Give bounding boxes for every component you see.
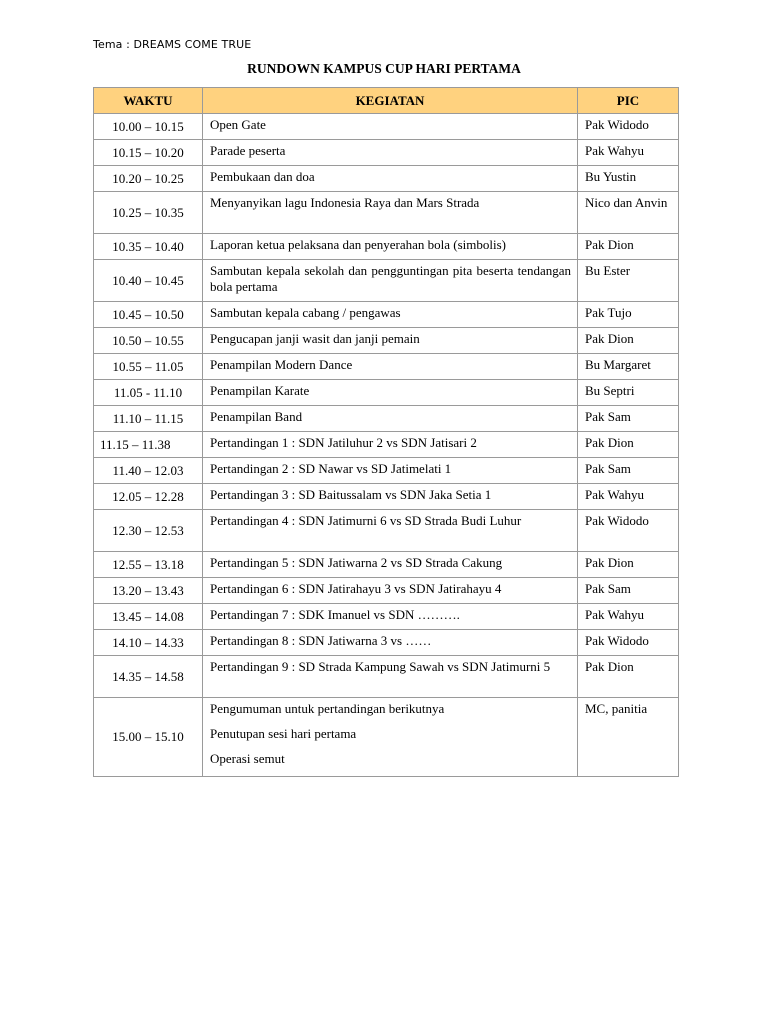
waktu-cell: 11.15 – 11.38 [94, 432, 203, 458]
kegiatan-cell [203, 578, 578, 604]
table-row [94, 192, 679, 234]
waktu-cell: 11.10 – 11.15 [94, 406, 203, 432]
kegiatan-text: Pertandingan 8 : SDN Jatiwarna 3 vs …… [210, 633, 432, 648]
waktu-cell: 11.40 – 12.03 [94, 458, 203, 484]
kegiatan-cell [203, 510, 578, 552]
table-row [94, 510, 679, 552]
pic-cell: Bu Septri [578, 380, 679, 406]
pic-cell: Bu Ester [578, 260, 679, 302]
kegiatan-text: Open Gate [210, 117, 266, 132]
pic-cell: Pak Wahyu [578, 140, 679, 166]
kegiatan-cell [203, 192, 578, 234]
header-pic: PIC [578, 88, 679, 114]
kegiatan-text: Pertandingan 1 : SDN Jatiluhur 2 vs SDN Jatisari 2 [210, 435, 477, 450]
table-row [94, 406, 679, 432]
header-kegiatan: KEGIATAN [203, 88, 578, 114]
pic-cell: Pak Wahyu [578, 604, 679, 630]
waktu-cell: 10.25 – 10.35 [94, 192, 203, 234]
kegiatan-text: Pembukaan dan doa [210, 169, 315, 184]
kegiatan-cell [203, 406, 578, 432]
kegiatan-text: Penampilan Band [210, 409, 303, 424]
pic-cell: MC, panitia [578, 698, 679, 777]
kegiatan-text: Pertandingan 5 : SDN Jatiwarna 2 vs SD Strada Cakung [210, 555, 503, 570]
pic-cell: Pak Sam [578, 406, 679, 432]
pic-cell: Bu Yustin [578, 166, 679, 192]
table-row [94, 552, 679, 578]
kegiatan-text: Pertandingan 4 : SDN Jatimurni 6 vs SD Strada Budi Luhur [210, 513, 522, 528]
pic-cell: Pak Dion [578, 234, 679, 260]
rundown-table [93, 87, 679, 777]
pic-cell: Pak Sam [578, 578, 679, 604]
kegiatan-text: Laporan ketua pelaksana dan penyerahan bola (simbolis) [210, 237, 506, 252]
kegiatan-cell [203, 234, 578, 260]
table-row [94, 604, 679, 630]
waktu-cell: 10.50 – 10.55 [94, 328, 203, 354]
waktu-cell: 10.40 – 10.45 [94, 260, 203, 302]
pic-cell: Pak Dion [578, 328, 679, 354]
table-row [94, 432, 679, 458]
kegiatan-text: Pertandingan 7 : SDK Imanuel vs SDN ………. [210, 607, 460, 622]
kegiatan-cell [203, 656, 578, 698]
waktu-cell: 10.55 – 11.05 [94, 354, 203, 380]
kegiatan-cell [203, 166, 578, 192]
kegiatan-text: Penampilan Modern Dance [210, 357, 353, 372]
kegiatan-text: Parade peserta [210, 143, 286, 158]
table-row [94, 630, 679, 656]
pic-cell: Pak Dion [578, 552, 679, 578]
kegiatan-text: Sambutan kepala sekolah dan pengguntingan pita beserta tendangan bola pertama [210, 263, 571, 294]
kegiatan-cell [203, 328, 578, 354]
table-header-row [94, 88, 679, 114]
table-body [94, 114, 679, 777]
table-row [94, 380, 679, 406]
table-row [94, 354, 679, 380]
kegiatan-cell [203, 484, 578, 510]
waktu-cell: 10.35 – 10.40 [94, 234, 203, 260]
kegiatan-text: Operasi semut [210, 751, 285, 766]
waktu-cell: 15.00 – 15.10 [94, 698, 203, 777]
kegiatan-text: Pertandingan 3 : SD Baitussalam vs SDN Jaka Setia 1 [210, 487, 492, 502]
pic-cell: Pak Widodo [578, 510, 679, 552]
kegiatan-cell [203, 380, 578, 406]
table-row [94, 656, 679, 698]
kegiatan-cell [203, 140, 578, 166]
waktu-cell: 11.05 - 11.10 [94, 380, 203, 406]
pic-cell: Pak Widodo [578, 630, 679, 656]
table-row [94, 698, 679, 777]
kegiatan-cell [203, 354, 578, 380]
kegiatan-cell [203, 458, 578, 484]
table-row [94, 166, 679, 192]
theme-label: Tema : DREAMS COME TRUE [93, 38, 252, 51]
table-row [94, 260, 679, 302]
pic-cell: Bu Margaret [578, 354, 679, 380]
kegiatan-cell [203, 552, 578, 578]
pic-cell: Pak Wahyu [578, 484, 679, 510]
kegiatan-text: Penutupan sesi hari pertama [210, 726, 357, 741]
waktu-cell: 12.05 – 12.28 [94, 484, 203, 510]
kegiatan-text: Pengucapan janji wasit dan janji pemain [210, 331, 420, 346]
waktu-cell: 13.20 – 13.43 [94, 578, 203, 604]
kegiatan-cell [203, 260, 578, 302]
table-row [94, 302, 679, 328]
pic-cell: Nico dan Anvin [578, 192, 679, 234]
waktu-cell: 13.45 – 14.08 [94, 604, 203, 630]
waktu-cell: 10.00 – 10.15 [94, 114, 203, 140]
header-waktu: WAKTU [94, 88, 203, 114]
table-row [94, 140, 679, 166]
waktu-cell: 14.10 – 14.33 [94, 630, 203, 656]
kegiatan-text: Pertandingan 6 : SDN Jatirahayu 3 vs SDN Jatirahayu 4 [210, 581, 502, 596]
table-row [94, 458, 679, 484]
kegiatan-text: Pertandingan 9 : SD Strada Kampung Sawah vs SDN Jatimurni 5 [210, 659, 551, 674]
table-row [94, 114, 679, 140]
table-row [94, 234, 679, 260]
pic-cell: Pak Sam [578, 458, 679, 484]
table-row [94, 578, 679, 604]
kegiatan-cell [203, 302, 578, 328]
kegiatan-text: Menyanyikan lagu Indonesia Raya dan Mars Strada [210, 195, 480, 210]
kegiatan-cell [203, 604, 578, 630]
page-title: RUNDOWN KAMPUS CUP HARI PERTAMA [247, 61, 521, 76]
kegiatan-text: Penampilan Karate [210, 383, 310, 398]
kegiatan-text: Pengumuman untuk pertandingan berikutnya [210, 701, 445, 716]
pic-cell: Pak Tujo [578, 302, 679, 328]
kegiatan-cell [203, 432, 578, 458]
waktu-cell: 14.35 – 14.58 [94, 656, 203, 698]
waktu-cell: 10.15 – 10.20 [94, 140, 203, 166]
waktu-cell: 10.20 – 10.25 [94, 166, 203, 192]
kegiatan-cell [203, 698, 578, 777]
kegiatan-cell [203, 114, 578, 140]
kegiatan-text: Pertandingan 2 : SD Nawar vs SD Jatimelati 1 [210, 461, 452, 476]
pic-cell: Pak Dion [578, 656, 679, 698]
table-row [94, 484, 679, 510]
pic-cell: Pak Widodo [578, 114, 679, 140]
pic-cell: Pak Dion [578, 432, 679, 458]
waktu-cell: 10.45 – 10.50 [94, 302, 203, 328]
table-row [94, 328, 679, 354]
waktu-cell: 12.30 – 12.53 [94, 510, 203, 552]
waktu-cell: 12.55 – 13.18 [94, 552, 203, 578]
kegiatan-cell [203, 630, 578, 656]
kegiatan-text: Sambutan kepala cabang / pengawas [210, 305, 401, 320]
